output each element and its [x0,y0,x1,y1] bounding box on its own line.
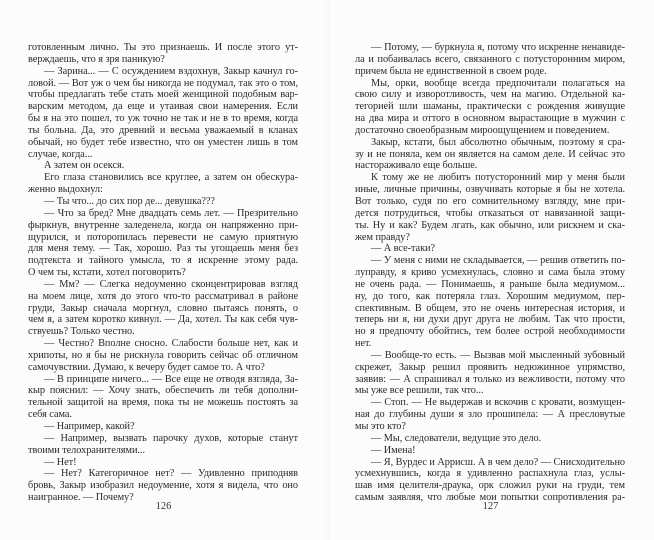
text-line: ствуешь? Только честно. [28,326,135,338]
text-line: ты. Ну и как? Будем лгать, как обычно, или рискнем и ска- [355,219,625,231]
text-line: ну, до того, как потеряла глаз. Хорошим медиумом, пер- [355,290,625,302]
text-line: теперь ни я, ни духи друг друга не любим. Так что прости, [355,314,625,326]
text-line: — Потому, — буркнула я, потому что искренне ненавиде- [371,42,625,53]
text-line: — Вообще-то есть. — Вызвав мой мысленный зубовный [371,349,625,361]
text-line: Закыр, кстати, был абсолютно обычным, поэтому я сра- [371,136,625,148]
text-line: себя сама. [28,409,72,421]
text-line: — Ты что... до сих пор де... девушка??? [44,195,215,207]
text-line: ла и побаивалась всего, связанного с потусторонним миром, [355,53,625,65]
text-line: зу и не поняла, кем он является на самом деле. И сейчас это [355,148,625,160]
text-line: бы я на это пошел, то уж точно не так и не в то время, когда [28,113,298,125]
text-line: груди, Закыр сначала моргнул, словно пытаясь понять, о [28,302,298,314]
text-line: самым заявляя, что любые мои попытки сопротивления ра- [355,492,625,504]
text-line: шав имя целителя-драука, орк сложил руки на груди, тем [355,480,625,492]
text-line: — Мм? — Слегка недоуменно сконцентрировав взгляд [44,278,298,290]
text-line: на моем лице, хотя до этого что-то рассматривал в районе [28,290,298,302]
text-line: скрежет, Закыр решил проявить недюжинное упрямство, [355,361,625,373]
text-line: ловой. — Вот уж о чем бы никогда не подумал, так это о том, [28,77,298,89]
text-line: дется потрудиться, чтобы отказаться от навязанной защи- [355,207,625,219]
text-line: самочувствии. Думаю, к вечеру будет самое то. А что? [28,361,265,373]
text-line: жем правду? [355,231,410,243]
text-line: — Например, какой? [44,421,135,432]
text-line: Мы, орки, вообще всегда предпочитали полагаться на [371,77,625,89]
text-line: мы уже все решили, так что... [355,385,484,397]
text-line: — Честно? Вполне сносно. Слабости больше нет, как и [44,338,298,350]
text-line: О чем ты, кстати, хотел поговорить? [28,267,186,279]
right-page [327,0,654,540]
text-line: настораживало еще больше. [355,160,478,172]
text-line: иные, личные причины, озвучивать которые я бы не хотела. [355,184,625,196]
text-line: заявив: — А спрашивал я только из вежливости, потому что [355,373,625,385]
text-line: не очень рада. — Понимаешь, я раньше была медиумом... [355,278,625,290]
text-line: нет. [355,338,372,350]
text-line: — Зарина... — С осуждением вздохнув, Закыр качнул го- [44,65,298,77]
text-line: — Мы, следователи, ведущие это дело. [371,432,542,444]
text-line: — Например, вызвать парочку духов, которые станут [44,432,298,444]
text-line: верждаешь, что я зря паникую? [28,53,165,65]
text-line: мы это кто? [355,421,406,432]
text-line: хрипоты, но я бы не рискнула говорить сейчас об отличном [28,349,298,361]
text-line: — А все-таки? [371,243,436,255]
left-page-number: 126 [155,501,172,512]
right-page-number: 127 [482,501,499,512]
text-line: — Что за бред? Мне двадцать семь лет. — Презрительно [44,207,298,219]
text-line: Его глаза становились все круглее, а затем он обескура- [44,172,298,184]
text-line: — Нет! [44,456,77,468]
text-line: наигранное. — Почему? [28,492,134,504]
text-line: — Стоп. — Не выдержав и вскочив с кровати, возмущен- [371,397,625,409]
text-line: подтекста и тайного умысла, то я искренне этому рада. [28,255,298,267]
text-line: ты больна. Да, это древний и весьма уважаемый в кланах [28,124,298,136]
text-line: спективным. В общем, это не очень интересная история, и [355,302,625,314]
text-line: для меня тему. — Так, хорошо. Раз ты угощаешь меня без [28,243,298,255]
text-line: чем я, а затем коротко кивнул. — Да, хотел. Ты как себя чув- [28,314,298,326]
text-line: на два мира и оттого в основном вырастающие в мужчин с [355,113,625,125]
text-line: случае, когда... [28,148,93,160]
text-line: — Имена! [371,444,416,456]
text-line: тельной защитой на время, пока ты не можешь постоять за [28,397,298,409]
text-line: чтобы предлагать тебе стать моей женщиной подобным вар- [28,89,298,101]
text-line: причем была не единственной в своем роде. [355,65,547,77]
text-line: — Нет? Категоричное нет? — Удивленно приподняв [44,468,298,480]
text-line: готовленным лично. Ты это признаешь. И после этого ут- [28,42,298,53]
text-line: — В принципе ничего... — Все еще не отводя взгляда, За- [44,373,298,385]
text-line: А затем он осекся. [44,160,125,172]
text-line: достаточно своеобразным мироощущением и поведением. [355,124,610,136]
text-line: — У меня с ними не складывается, — решив ответить по- [371,255,625,267]
text-line: обычай, но будет тебе известно, что он уместен лишь в том [28,136,298,148]
text-line: Вот только, судя по его сомнительному взгляду, мне при- [355,195,625,207]
text-line: — Я, Вурдес и Аррисш. А в чем дело? — Снисходительно [371,456,626,468]
text-line: тегорией шли шаманы, практически с рождения живущие [355,101,625,113]
text-line: К тому же не любить потусторонний мир у меня были [371,172,625,184]
text-line: щурился, и поторопилась перевести не самую приятную [28,231,298,243]
right-page-text [355,42,625,504]
text-line: варским методом, да еще и утаивая свои намерения. Если [28,101,298,113]
text-line: фыркнув, внутренне заледенела, когда он напряженно при- [28,219,298,231]
text-line: но я предпочту обойтись, тем более острой необходимости [355,326,625,338]
text-line: луправду, я криво усмехнулась, словно и сама была этому [355,267,625,279]
left-page-text [28,42,298,504]
text-line: кыр пояснил: — Хочу знать, обеспечить ли тебя дополни- [28,385,298,397]
text-line: ная до глубины души я зло прошипела: — А пресловутые [355,409,625,421]
text-line: женно выдохнул: [28,184,103,196]
text-line: твоими телохранителями... [28,444,145,456]
text-line: усмехнувшись, когда я удивленно распахнула глаз, услы- [355,468,625,480]
text-line: свою силу и изворотливость, чем на магию. Отдельной ка- [355,89,625,101]
text-line: бровь, Закыр изобразил недоумение, хотя я видела, что оно [28,480,298,492]
